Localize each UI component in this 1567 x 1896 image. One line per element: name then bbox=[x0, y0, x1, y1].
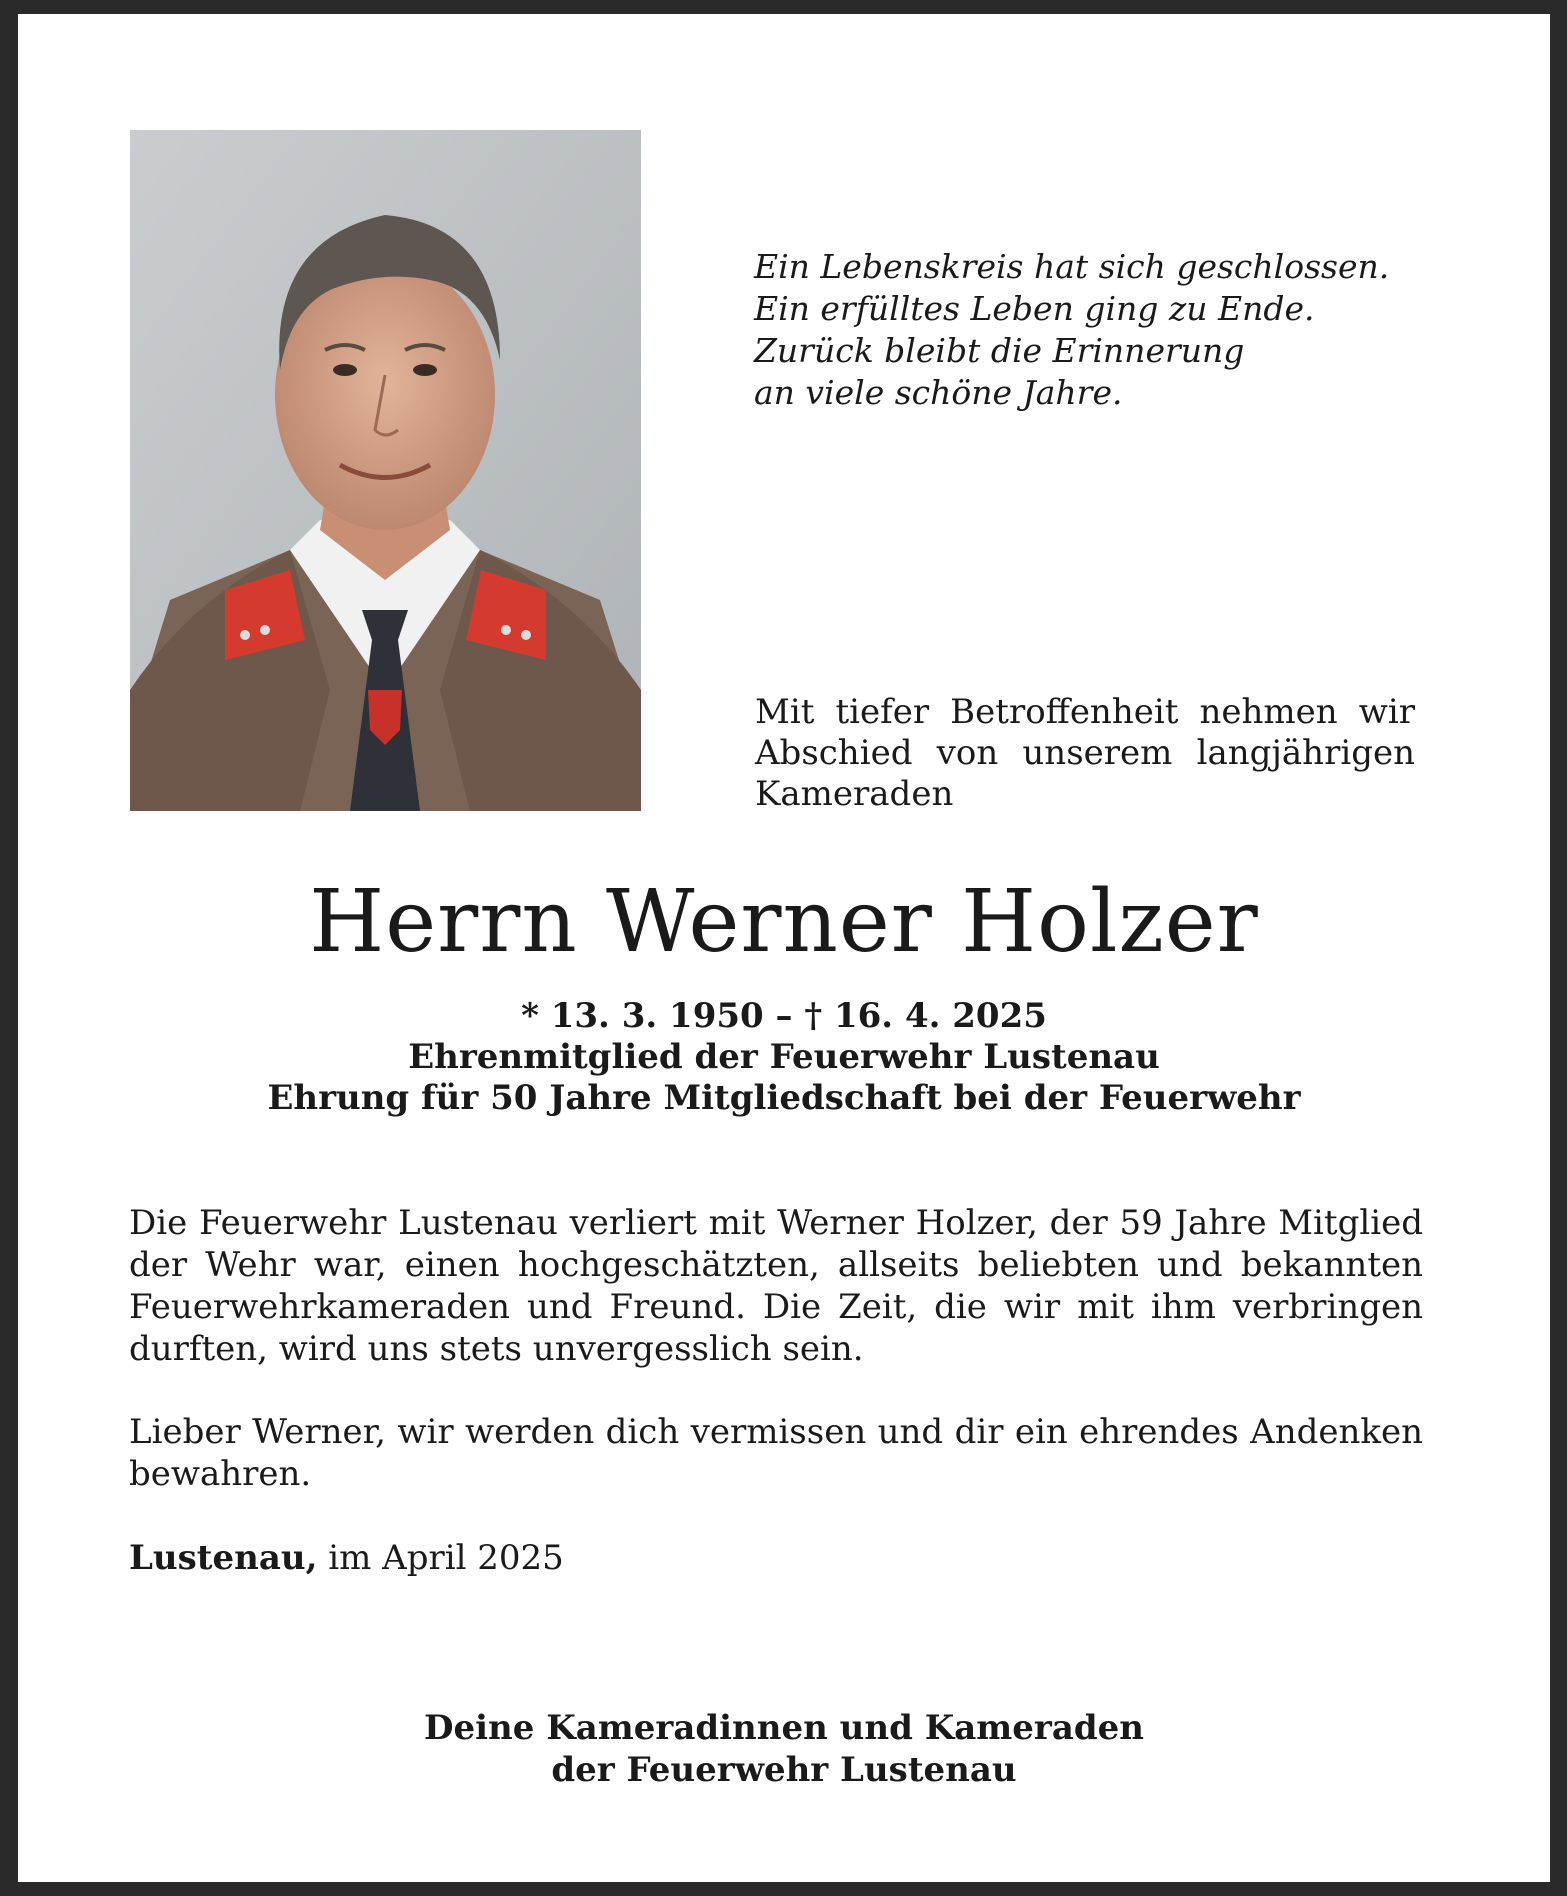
deceased-name: Herrn Werner Holzer bbox=[309, 872, 1259, 972]
poem: Ein Lebenskreis hat sich geschlossen. Ein erfülltes Leben ging zu Ende. Zurück bleibt die Erinnerung an viele schöne Jahre. bbox=[754, 247, 1390, 412]
honorary-title: Ehrenmitglied der Feuerwehr Lustenau bbox=[408, 1037, 1160, 1077]
honor-award: Ehrung für 50 Jahre Mitgliedschaft bei der Feuerwehr bbox=[267, 1078, 1301, 1118]
life-dates: * 13. 3. 1950 – † 16. 4. 2025 bbox=[521, 996, 1047, 1036]
place: Lustenau, bbox=[129, 1538, 318, 1578]
place-date-line bbox=[129, 1537, 564, 1579]
portrait-photo bbox=[130, 130, 641, 811]
body-paragraph-2: Lieber Werner, wir werden dich vermissen und dir ein ehrendes Andenken bewahren. bbox=[129, 1412, 1423, 1494]
body-paragraph-1: Die Feuerwehr Lustenau verliert mit Werner Holzer, der 59 Jahre Mitglied der Wehr war, einen hochgeschätzten, allseits beliebten und bekannten Feuerwehrkameraden und Freund. Die Zeit, die wir mit ihm verbringen durften, wird uns stets unvergesslich sein. bbox=[129, 1203, 1423, 1369]
intro-text: Mit tiefer Betroffenheit nehmen wir Abschied von unserem langjährigen Kameraden bbox=[755, 692, 1415, 814]
signoff-line-2: der Feuerwehr Lustenau bbox=[551, 1750, 1017, 1790]
signoff-line-1: Deine Kameradinnen und Kameraden bbox=[424, 1708, 1144, 1748]
obituary-card bbox=[18, 14, 1550, 1882]
date-line: im April 2025 bbox=[317, 1538, 564, 1578]
